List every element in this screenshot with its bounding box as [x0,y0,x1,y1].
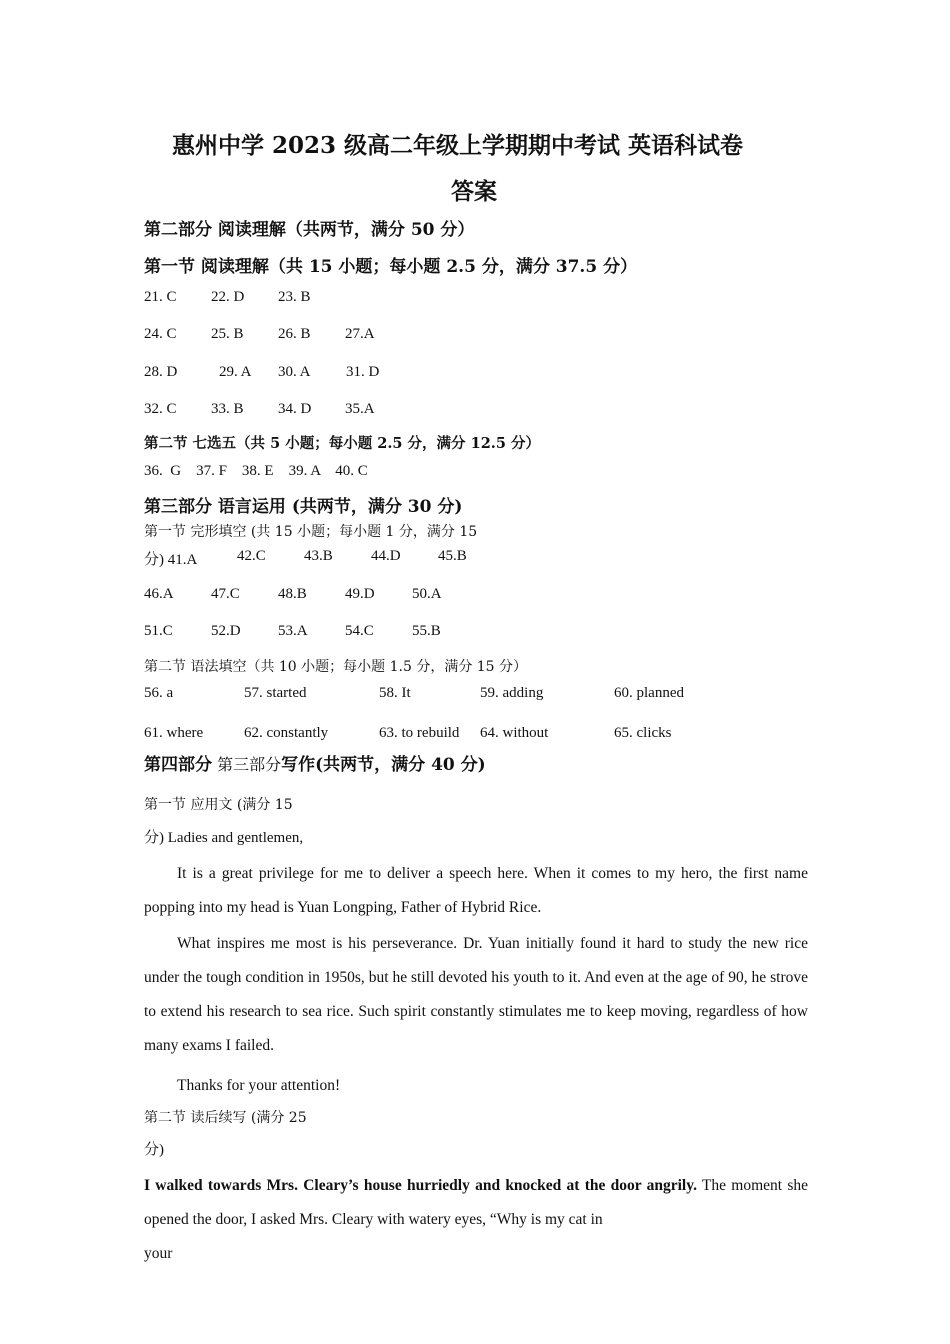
answer-21: 21. C [144,289,177,305]
title-line-2: 答案 [451,178,497,205]
grammar-row-61-65 [0,725,950,745]
answer-22: 22. D [211,289,245,305]
part4-section2-line2: 分) [144,1142,164,1158]
answer-33: 33. B [211,401,244,417]
continuation-paragraph [144,1169,808,1271]
part4-heading [144,750,486,775]
answer-44: 44.D [371,548,401,564]
part4-heading-normal: 第三部分 [217,755,282,774]
answer-46: 46.A [144,586,174,602]
continuation-bold-sentence: I walked towards Mrs. Cleary’s house hurriedly and knocked at the door angrily. [144,1177,697,1194]
cloze-row-51-55 [0,623,950,643]
answer-55: 55.B [412,623,441,639]
part4-section2-line1: 第二节 读后续写 (满分 25 [144,1110,307,1126]
part3-section2-heading: 第二节 语法填空（共 10 小题；每小题 1.5 分，满分 15 分） [144,659,528,675]
answer-48: 48.B [278,586,307,602]
part3-section1-line1: 第一节 完形填空 (共 15 小题；每小题 1 分，满分 15 [144,524,478,540]
answer-45: 45.B [438,548,467,564]
answer-30: 30. A [278,364,311,380]
answer-25: 25. B [211,326,244,342]
essay-paragraph-1: It is a great privilege for me to deliver a speech here. When it comes to my hero, the first name popping into my head is Yuan Longping, Father of Hybrid Rice. [144,865,808,916]
part2-section1-heading: 第一节 阅读理解（共 15 小题；每小题 2.5 分，满分 37.5 分） [144,257,638,277]
cloze-row-41-45 [0,548,950,568]
continuation-last-word: your [144,1245,173,1262]
cloze-row-46-50 [0,586,950,606]
essay-closing: Thanks for your attention! [177,1077,341,1094]
answer-56: 56. a [144,685,174,701]
part2-section2-heading: 第二节 七选五（共 5 小题；每小题 2.5 分，满分 12.5 分） [144,435,540,452]
answer-43: 43.B [304,548,333,564]
answer-50: 50.A [412,586,442,602]
essay-paragraph-2: What inspires me most is his perseverance. Dr. Yuan initially found it hard to study the new rice under the tough condition in 1950s, but he still devoted his youth to it. And even at the age of 90, he strove to extend his research to sea rice. Such spirit constantly stimulates me to keep moving, regardless of how many exams I failed. [144,935,808,1054]
answer-row-32-35 [0,401,950,421]
answer-61: 61. where [144,725,204,741]
answer-58: 58. It [379,685,411,701]
part4-section1-line1: 第一节 应用文 (满分 15 [144,797,293,813]
grammar-row-56-60 [0,685,950,705]
answer-62: 62. constantly [244,725,329,741]
answer-57: 57. started [244,685,307,701]
part4-heading-bold-2: 写作(共两节，满分 40 分) [281,755,486,775]
answer-51: 51.C [144,623,173,639]
answer-32: 32. C [144,401,177,417]
answer-53: 53.A [278,623,308,639]
part3-heading: 第三部分 语言运用 (共两节，满分 30 分) [144,497,463,517]
answer-42: 42.C [237,548,266,564]
part4-section1-line2: 分) Ladies and gentlemen, [144,830,304,846]
part2-heading: 第二部分 阅读理解（共两节，满分 50 分） [144,220,475,240]
answer-49: 49.D [345,586,375,602]
answer-31: 31. D [346,364,380,380]
answer-65: 65. clicks [614,725,672,741]
answer-row-21-23 [0,289,950,309]
answer-52: 52.D [211,623,241,639]
answer-row-28-31 [0,364,950,384]
answer-47: 47.C [211,586,240,602]
answer-60: 60. planned [614,685,684,701]
answer-54: 54.C [345,623,374,639]
seven-choose-five-answers: 36. G 37. F 38. E 39. A 40. C [144,463,368,479]
continuation-rest: The moment she opened the door, I asked Mrs. Cleary with watery eyes, “Why is my cat in [144,1177,808,1228]
answer-23: 23. B [278,289,311,305]
answer-28: 28. D [144,364,178,380]
answer-29: 29. A [219,364,252,380]
answer-41: 分) 41.A [144,552,198,568]
answer-34: 34. D [278,401,312,417]
title-line-1: 惠州中学 2023 级高二年级上学期期中考试 英语科试卷 [172,132,744,159]
answer-24: 24. C [144,326,177,342]
answer-26: 26. B [278,326,311,342]
answer-64: 64. without [480,725,549,741]
answer-35: 35.A [345,401,375,417]
part4-heading-bold-1: 第四部分 [144,755,212,775]
answer-59: 59. adding [480,685,544,701]
answer-row-24-27 [0,326,950,346]
answer-63: 63. to rebuild [379,725,460,741]
answer-27: 27.A [345,326,375,342]
